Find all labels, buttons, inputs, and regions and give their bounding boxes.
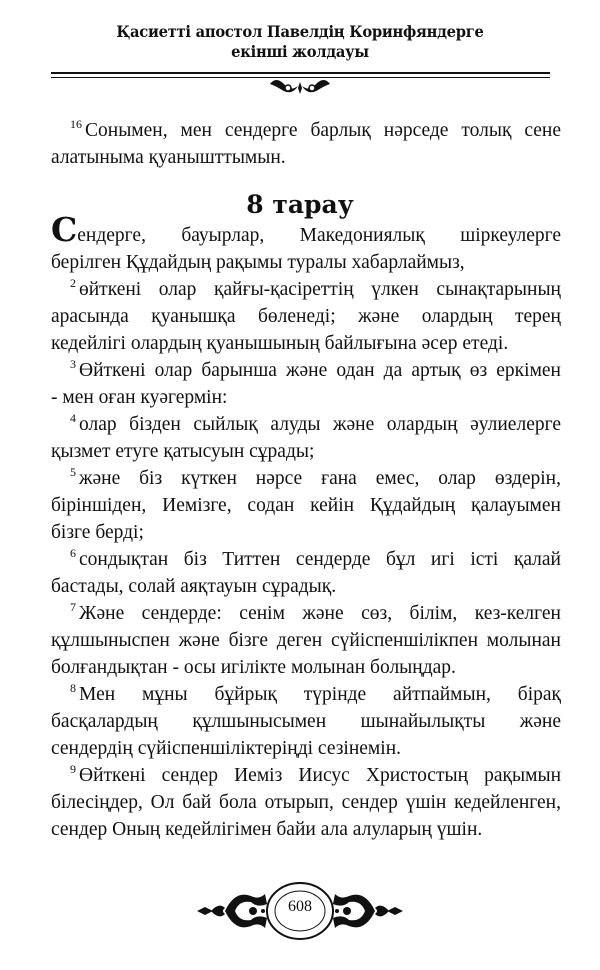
- text-line: $^4$ олар бізден сыйлық алуды және олардың әулиелерге: [70, 411, 561, 435]
- page-number: 608: [288, 898, 312, 915]
- text-line: алатыныма қуанышттымын.: [51, 147, 286, 168]
- verse: [51, 117, 561, 171]
- verse: [51, 600, 561, 681]
- header-ornament-icon: [268, 78, 332, 98]
- text-line: басқалардың құлшынысымен шынайылықты және: [51, 711, 561, 732]
- chapter-title: 8 тарау: [246, 190, 354, 219]
- text-line: - мен оған куәгермін:: [51, 387, 228, 408]
- header-title-line2: екінші жолдауы: [231, 42, 369, 61]
- text-line: бастады, солай аяқтауын сұрадық.: [51, 576, 337, 597]
- text-line: арасында қуанышқа бөленеді; және олардың терең: [51, 306, 561, 327]
- text-line: берілген Құдайдың рақымы туралы хабарлаймыз,: [51, 252, 465, 273]
- verse: [51, 411, 561, 465]
- drop-cap: С: [51, 210, 78, 249]
- text-line: болғандықтан - осы игілікте молынан болыңдар.: [51, 657, 456, 678]
- running-header: [24, 22, 576, 62]
- verse-number: 6: [70, 546, 76, 560]
- verse-number: 8: [70, 681, 76, 695]
- text-line: $^5$ және біз күткен нәрсе ғана емес, олар өздерін,: [70, 465, 561, 489]
- text-line: құлшыныспен және бізге деген сүйіспеншілікпен молынан: [51, 630, 561, 651]
- verse: [51, 546, 561, 600]
- text-line: білесіңдер, Ол бай бола отырып, сендер үшін кедейленген,: [51, 792, 561, 813]
- verse-number: 3: [70, 357, 76, 371]
- text-line: $^3$ Өйткені олар барынша және одан да артық өз еркімен: [70, 357, 561, 381]
- text-line: $^{16}$ Сонымен, мен сендерге барлық нәрседе толық сене: [70, 117, 561, 141]
- verse: [51, 762, 561, 843]
- verse-number: 16: [70, 117, 82, 131]
- text-line: Сендерге, бауырлар, Македониялық шіркеулерге: [51, 210, 561, 249]
- verse: [51, 681, 561, 762]
- text-line: сендер Оның кедейлігімен байи ала алуларың үшін.: [51, 819, 483, 840]
- text-line: $^6$ сондықтан біз Титтен сендерде бұл игі істі қалай: [70, 546, 561, 570]
- header-title-line1: Қасиетті апостол Павелдің Коринфяндерге: [116, 22, 484, 41]
- chapter-text: [51, 210, 561, 843]
- verse-number: 9: [70, 762, 76, 776]
- previous-verse: [51, 117, 561, 171]
- text-line: $^7$ Және сендерде: сенім және сөз, білім, кез-келген: [70, 600, 561, 624]
- text-line: біріншіден, Иемізге, содан кейін Құдайдың қалауымен: [51, 495, 561, 516]
- verse: [51, 357, 561, 411]
- text-line: қызмет етуге қатысуын сұрады;: [51, 441, 315, 462]
- verse: [51, 276, 561, 357]
- verse-number: 7: [70, 600, 76, 614]
- verse: [51, 210, 561, 276]
- text-line: $^9$ Өйткені сендер Иеміз Иисус Христостың рақымын: [70, 762, 561, 786]
- header-rule: [51, 72, 550, 74]
- verse: [51, 465, 561, 546]
- verse-number: 5: [70, 465, 76, 479]
- text-line: $^2$ өйткені олар қайғы-қасіреттің үлкен сынақтарының: [70, 276, 561, 300]
- verse-number: 2: [70, 276, 76, 290]
- text-line: кедейлігі олардың қуанышының байлығына әсер етеді.: [51, 333, 509, 354]
- text-line: сендердің сүйіспеншіліктеріңді сезінемін.: [51, 738, 402, 759]
- verse-number: 4: [70, 411, 76, 425]
- text-line: бізге берді;: [51, 522, 144, 543]
- text-line: $^8$ Мен мұны бұйрық түрінде айтпаймын, бірақ: [70, 681, 561, 705]
